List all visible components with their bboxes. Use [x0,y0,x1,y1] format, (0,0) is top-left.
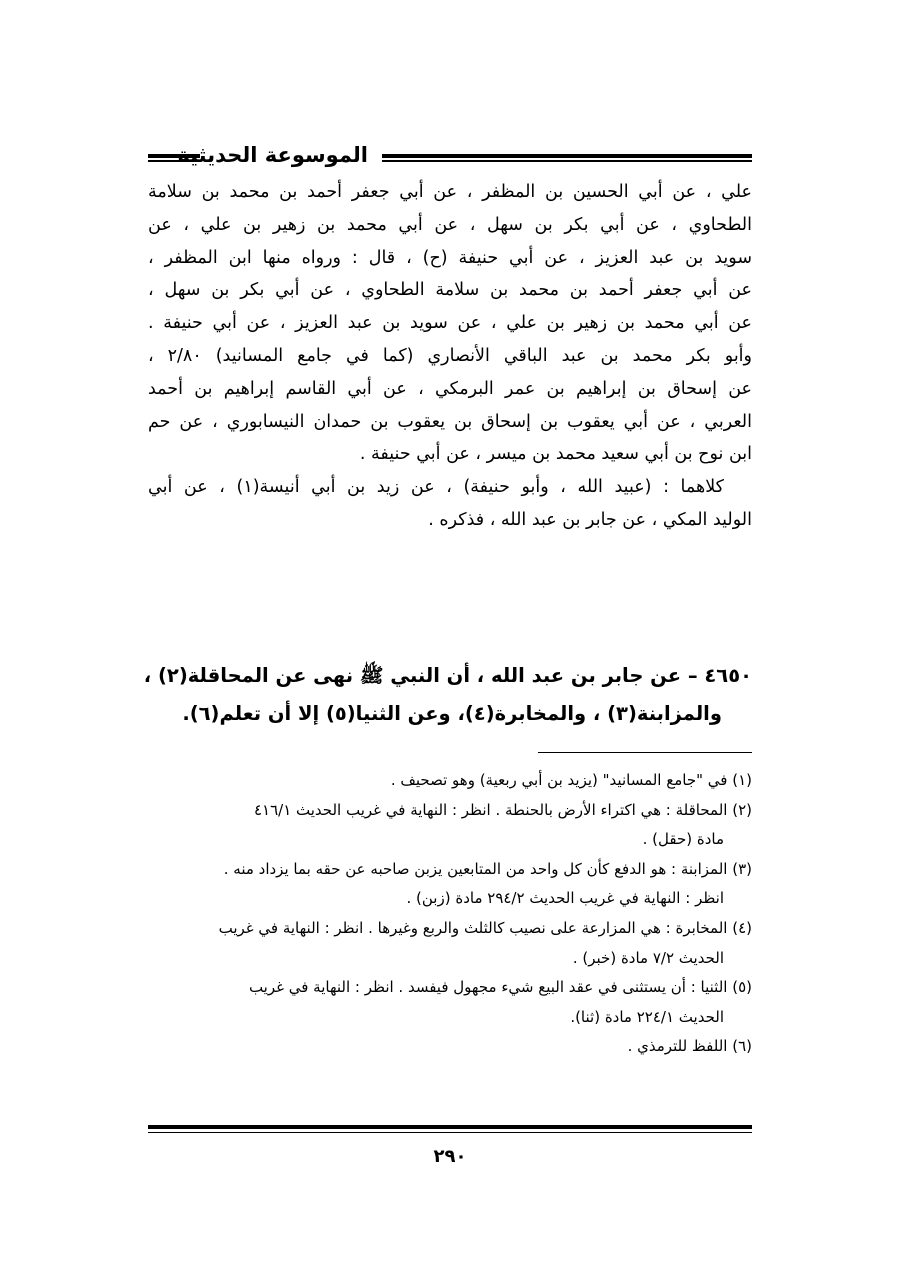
paragraph-2 [148,471,752,537]
footnote [148,973,752,1032]
footnote [148,1032,752,1062]
running-header [148,142,752,176]
page-number: ٢٩٠ [433,1146,467,1167]
footnotes [148,766,752,1062]
text-line: عن أبي محمد بن زهير بن علي ، عن سويد بن عبد العزيز ، عن أبي حنيفة . [148,313,752,334]
main-text [148,176,752,537]
footnote-line: الحديث ٧/٢ مادة (خبر) . [572,948,724,967]
hadith-heading [143,657,752,733]
text-line: وأبو بكر محمد بن عبد الباقي الأنصاري (كما في جامع المسانيد) ٢/٨٠ ، [148,345,752,366]
footnote [148,766,752,796]
footnote-line: (٦) اللفظ للترمذي . [627,1037,752,1056]
footnote-line: الحديث ٢٢٤/١ مادة (ثنا). [570,1007,724,1026]
footnote-line: (١) في "جامع المسانيد" (يزيد بن أبي ربعية) وهو تصحيف . [390,771,752,789]
text-line: الطحاوي ، عن أبي بكر بن سهل ، عن أبي محمد بن زهير بن علي ، عن [148,214,752,235]
footnote-line: (٥) الثنيا : أن يستثنى في عقد البيع شيء مجهول فيفسد . انظر : النهاية في غريب [248,978,752,997]
hadith-line: ٤٦٥٠ – عن جابر بن عبد الله ، أن النبي ﷺ نهى عن المحاقلة(٢) ، [143,664,752,687]
text-line: كلاهما : (عبيد الله ، وأبو حنيفة) ، عن زيد بن أبي أنيسة(١) ، عن أبي [148,477,724,498]
footnote-line: (٤) المخابرة : هي المزارعة على نصيب كالثلث والربع وغيرها . انظر : النهاية في غريب [218,918,752,937]
footnote [148,914,752,973]
text-line: الوليد المكي ، عن جابر بن عبد الله ، فذكره . [428,509,752,530]
text-line: سويد بن عبد العزيز ، عن أبي حنيفة (ح) ، قال : ورواه منها ابن المظفر ، [148,247,752,268]
text-line: عن أبي جعفر أحمد بن محمد بن سلامة الطحاوي ، عن أبي بكر بن سهل ، [148,280,752,301]
footer-rule-thin [148,1132,752,1133]
footnote-line: (٢) المحاقلة : هي اكتراء الأرض بالحنطة . انظر : النهاية في غريب الحديث ٤١٦/١ [253,800,752,819]
header-rule-right [382,154,752,162]
text-line: علي ، عن أبي الحسين بن المظفر ، عن أبي جعفر أحمد بن محمد بن سلامة [148,182,752,202]
footnote-line: مادة (حقل) . [642,830,724,849]
footnote [148,855,752,914]
footnote-line: (٣) المزابنة : هو الدفع كأن كل واحد من المتابعين يزبن صاحبه عن حقه بما يزداد منه . [223,859,752,878]
footnote-line: انظر : النهاية في غريب الحديث ٢٩٤/٢ مادة (زبن) . [406,889,724,908]
footnote-separator [538,752,752,753]
text-line: العربي ، عن أبي يعقوب بن إسحاق بن يعقوب بن حمدان النيسابوري ، عن حم [148,411,752,432]
hadith-line: والمزابنة(٣) ، والمخابرة(٤)، وعن الثنيا(٥) إلا أن تعلم(٦). [182,702,722,725]
header-rule-left [148,154,200,162]
paragraph-1 [148,176,752,471]
header-title: الموسوعة الحديثية [177,143,368,167]
footnote [148,796,752,855]
text-line: ابن نوح بن أبي سعيد محمد بن ميسر ، عن أبي حنيفة . [359,444,752,465]
footer-rule-thick [148,1125,752,1129]
text-line: عن إسحاق بن إبراهيم بن عمر البرمكي ، عن أبي القاسم إبراهيم بن أحمد [148,378,752,399]
